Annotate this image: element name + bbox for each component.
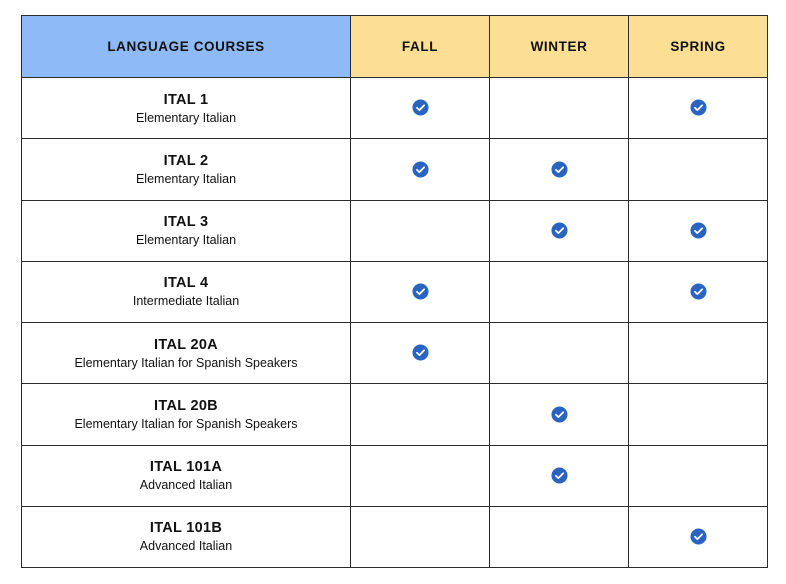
- winter-cell: [490, 200, 629, 261]
- course-schedule-table: [21, 15, 768, 568]
- fall-cell: [351, 261, 490, 322]
- winter-cell: [490, 506, 629, 567]
- check-circle-icon: [690, 283, 707, 300]
- course-cell: [22, 200, 351, 261]
- table-row: [22, 139, 768, 200]
- header-language-courses: LANGUAGE COURSES: [22, 16, 351, 78]
- check-circle-icon: [412, 344, 429, 361]
- fall-cell: [351, 445, 490, 506]
- course-code: ITAL 4: [163, 275, 209, 292]
- course-title: Elementary Italian for Spanish Speakers: [74, 416, 298, 431]
- check-circle-icon: [551, 161, 568, 178]
- winter-cell: [490, 445, 629, 506]
- fall-cell: [351, 78, 490, 139]
- fall-cell: [351, 323, 490, 384]
- fall-cell: [351, 200, 490, 261]
- check-circle-icon: [412, 283, 429, 300]
- spring-cell: [629, 445, 768, 506]
- winter-cell: [490, 261, 629, 322]
- course-code: ITAL 101B: [149, 520, 223, 537]
- course-cell: [22, 78, 351, 139]
- fall-cell: [351, 139, 490, 200]
- course-code: ITAL 20B: [154, 397, 218, 414]
- fall-cell: [351, 384, 490, 445]
- header-winter: WINTER: [490, 16, 629, 78]
- spring-cell: [629, 323, 768, 384]
- winter-cell: [490, 139, 629, 200]
- header-spring: SPRING: [629, 16, 768, 78]
- check-circle-icon: [690, 528, 707, 545]
- course-title: Elementary Italian: [135, 171, 237, 186]
- check-circle-icon: [551, 406, 568, 423]
- spring-cell: [629, 384, 768, 445]
- check-circle-icon: [690, 99, 707, 116]
- table-row: [22, 323, 768, 384]
- header-fall: FALL: [351, 16, 490, 78]
- spring-cell: [629, 78, 768, 139]
- table-row: [22, 384, 768, 445]
- course-title: Intermediate Italian: [132, 294, 240, 309]
- course-cell: [22, 323, 351, 384]
- course-code: ITAL 20A: [154, 336, 218, 353]
- course-cell: [22, 506, 351, 567]
- table-row: [22, 200, 768, 261]
- course-title: Advanced Italian: [139, 539, 233, 554]
- table-row: [22, 78, 768, 139]
- check-circle-icon: [412, 99, 429, 116]
- course-cell: [22, 261, 351, 322]
- course-code: ITAL 1: [163, 91, 209, 108]
- spring-cell: [629, 506, 768, 567]
- course-rows: [22, 78, 768, 568]
- header-row: [22, 16, 768, 78]
- winter-cell: [490, 323, 629, 384]
- course-title: Advanced Italian: [139, 478, 233, 493]
- spring-cell: [629, 261, 768, 322]
- course-code: ITAL 2: [163, 152, 209, 169]
- table-row: [22, 261, 768, 322]
- course-cell: [22, 139, 351, 200]
- course-cell: [22, 445, 351, 506]
- check-circle-icon: [551, 467, 568, 484]
- spring-cell: [629, 139, 768, 200]
- course-code: ITAL 101A: [149, 459, 223, 476]
- spring-cell: [629, 200, 768, 261]
- fall-cell: [351, 506, 490, 567]
- course-title: Elementary Italian for Spanish Speakers: [74, 355, 298, 370]
- course-code: ITAL 3: [163, 214, 209, 231]
- course-cell: [22, 384, 351, 445]
- table-row: [22, 506, 768, 567]
- check-circle-icon: [690, 222, 707, 239]
- winter-cell: [490, 78, 629, 139]
- table-row: [22, 445, 768, 506]
- check-circle-icon: [412, 161, 429, 178]
- winter-cell: [490, 384, 629, 445]
- course-title: Elementary Italian: [135, 110, 237, 125]
- check-circle-icon: [551, 222, 568, 239]
- course-title: Elementary Italian: [135, 233, 237, 248]
